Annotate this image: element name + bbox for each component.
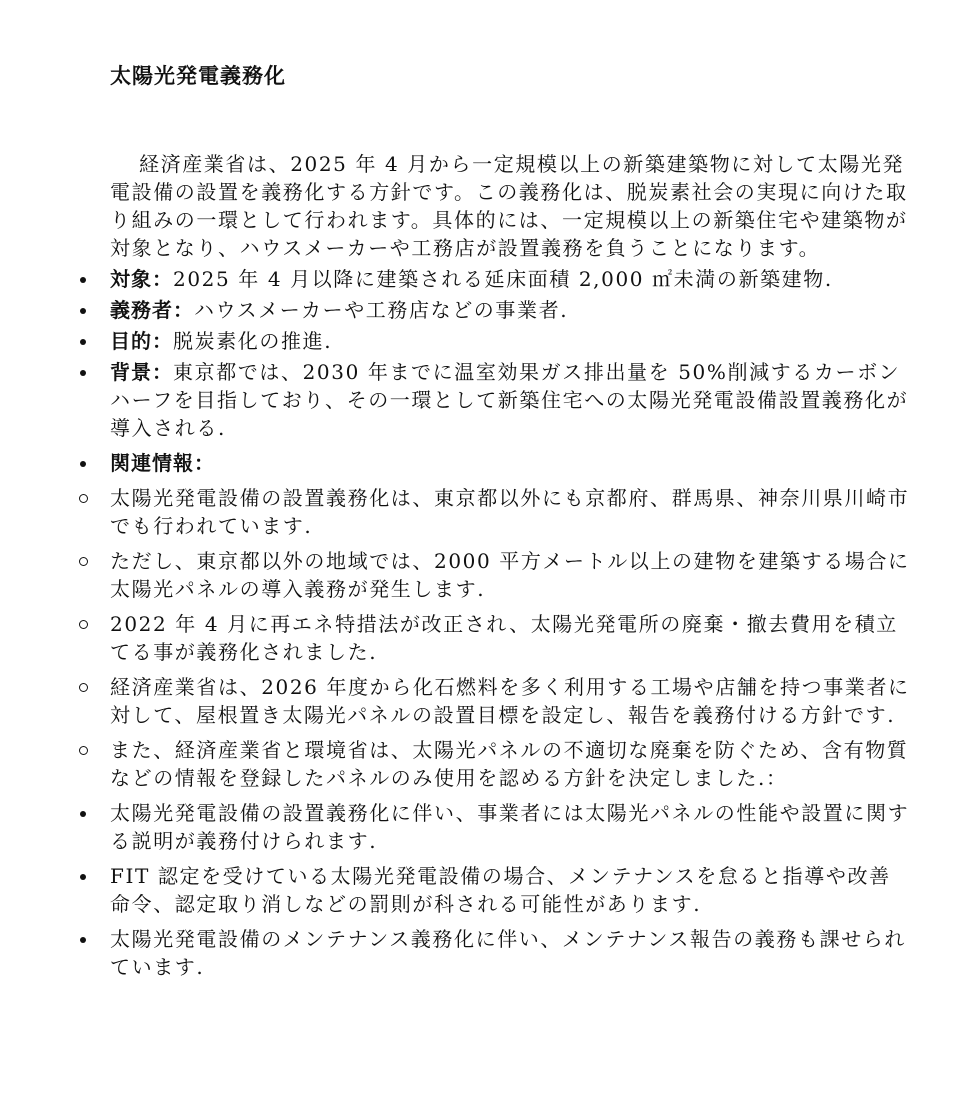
bullet-dot-icon <box>77 265 89 293</box>
closing-bullet-text: 太陽光発電設備のメンテナンス義務化に伴い、メンテナンス報告の義務も課せられています. <box>110 927 906 979</box>
sub-bullet-text: 太陽光発電設備の設置義務化は、東京都以外にも京都府、群馬県、神奈川県川崎市でも行われています. <box>110 486 910 538</box>
closing-bullet-item <box>110 799 910 855</box>
sub-bullet-item <box>110 484 910 540</box>
sub-bullet-item <box>110 610 910 666</box>
bullet-dot-icon <box>77 799 89 827</box>
document-body <box>0 150 956 981</box>
bullet-text: 2025 年 4 月以降に建築される延床面積 2,000 ㎡未満の新築建物. <box>173 267 833 291</box>
closing-bullet-item <box>110 925 910 981</box>
bullet-item-obligor <box>110 296 910 324</box>
sub-bullet-circle-icon <box>77 673 89 701</box>
sub-bullet-circle-icon <box>77 547 89 575</box>
bullet-text: ハウスメーカーや工務店などの事業者. <box>194 298 569 322</box>
sub-bullet-text: また、経済産業省と環境省は、太陽光パネルの不適切な廃棄を防ぐため、含有物質などの情報を登録したパネルのみ使用を認める方針を決定しました.： <box>110 738 909 790</box>
sub-bullet-circle-icon <box>77 484 89 512</box>
sub-bullet-text: 経済産業省は、2026 年度から化石燃料を多く利用する工場や店舗を持つ事業者に対して、屋根置き太陽光パネルの設置目標を設定し、報告を義務付ける方針です. <box>110 675 910 727</box>
bullet-item-background <box>110 358 910 442</box>
intro-paragraph: 経済産業省は、2025 年 4 月から一定規模以上の新築建築物に対して太陽光発電設備の設置を義務化する方針です。この義務化は、脱炭素社会の実現に向けた取り組みの一環として行われます。具体的には、一定規模以上の新築住宅や建築物が対象となり、ハウスメーカーや工務店が設置義務を負うことになります。 <box>110 152 908 260</box>
bullet-dot-icon <box>77 296 89 324</box>
bullet-dot-icon <box>77 327 89 355</box>
bullet-dot-icon <box>77 862 89 890</box>
bullet-dot-icon <box>77 925 89 953</box>
bullet-dot-icon <box>77 449 89 477</box>
bullet-text: 脱炭素化の推進. <box>173 329 333 353</box>
bullet-label: 関連情報： <box>110 451 215 475</box>
bullet-text: 東京都では、2030 年までに温室効果ガス排出量を 50%削減するカーボンハーフを目指しており、その一環として新築住宅への太陽光発電設備設置義務化が導入される. <box>110 360 909 440</box>
closing-bullet-item <box>110 862 910 918</box>
bullet-item-related <box>110 449 910 477</box>
bullet-item-purpose <box>110 327 910 355</box>
sub-bullet-circle-icon <box>77 736 89 764</box>
bullet-label: 目的： <box>110 329 173 353</box>
sub-bullet-text: ただし、東京都以外の地域では、2000 平方メートル以上の建物を建築する場合に太陽光パネルの導入義務が発生します. <box>110 549 910 601</box>
bullet-item-target <box>110 265 910 293</box>
sub-bullet-item <box>110 673 910 729</box>
sub-bullet-item <box>110 736 910 792</box>
bullet-dot-icon <box>77 358 89 386</box>
document-title: 太陽光発電義務化 <box>110 64 286 88</box>
sub-bullet-item <box>110 547 910 603</box>
sub-bullet-text: 2022 年 4 月に再エネ特措法が改正され、太陽光発電所の廃棄・撤去費用を積立てる事が義務化されました. <box>110 612 898 664</box>
sub-bullet-circle-icon <box>77 610 89 638</box>
bullet-label: 背景： <box>110 360 173 384</box>
bullet-label: 義務者： <box>110 298 194 322</box>
closing-bullet-text: 太陽光発電設備の設置義務化に伴い、事業者には太陽光パネルの性能や設置に関する説明が義務付けられます. <box>110 801 910 853</box>
closing-bullet-text: FIT 認定を受けている太陽光発電設備の場合、メンテナンスを怠ると指導や改善命令、認定取り消しなどの罰則が科される可能性があります. <box>110 864 891 916</box>
bullet-label: 対象： <box>110 267 173 291</box>
